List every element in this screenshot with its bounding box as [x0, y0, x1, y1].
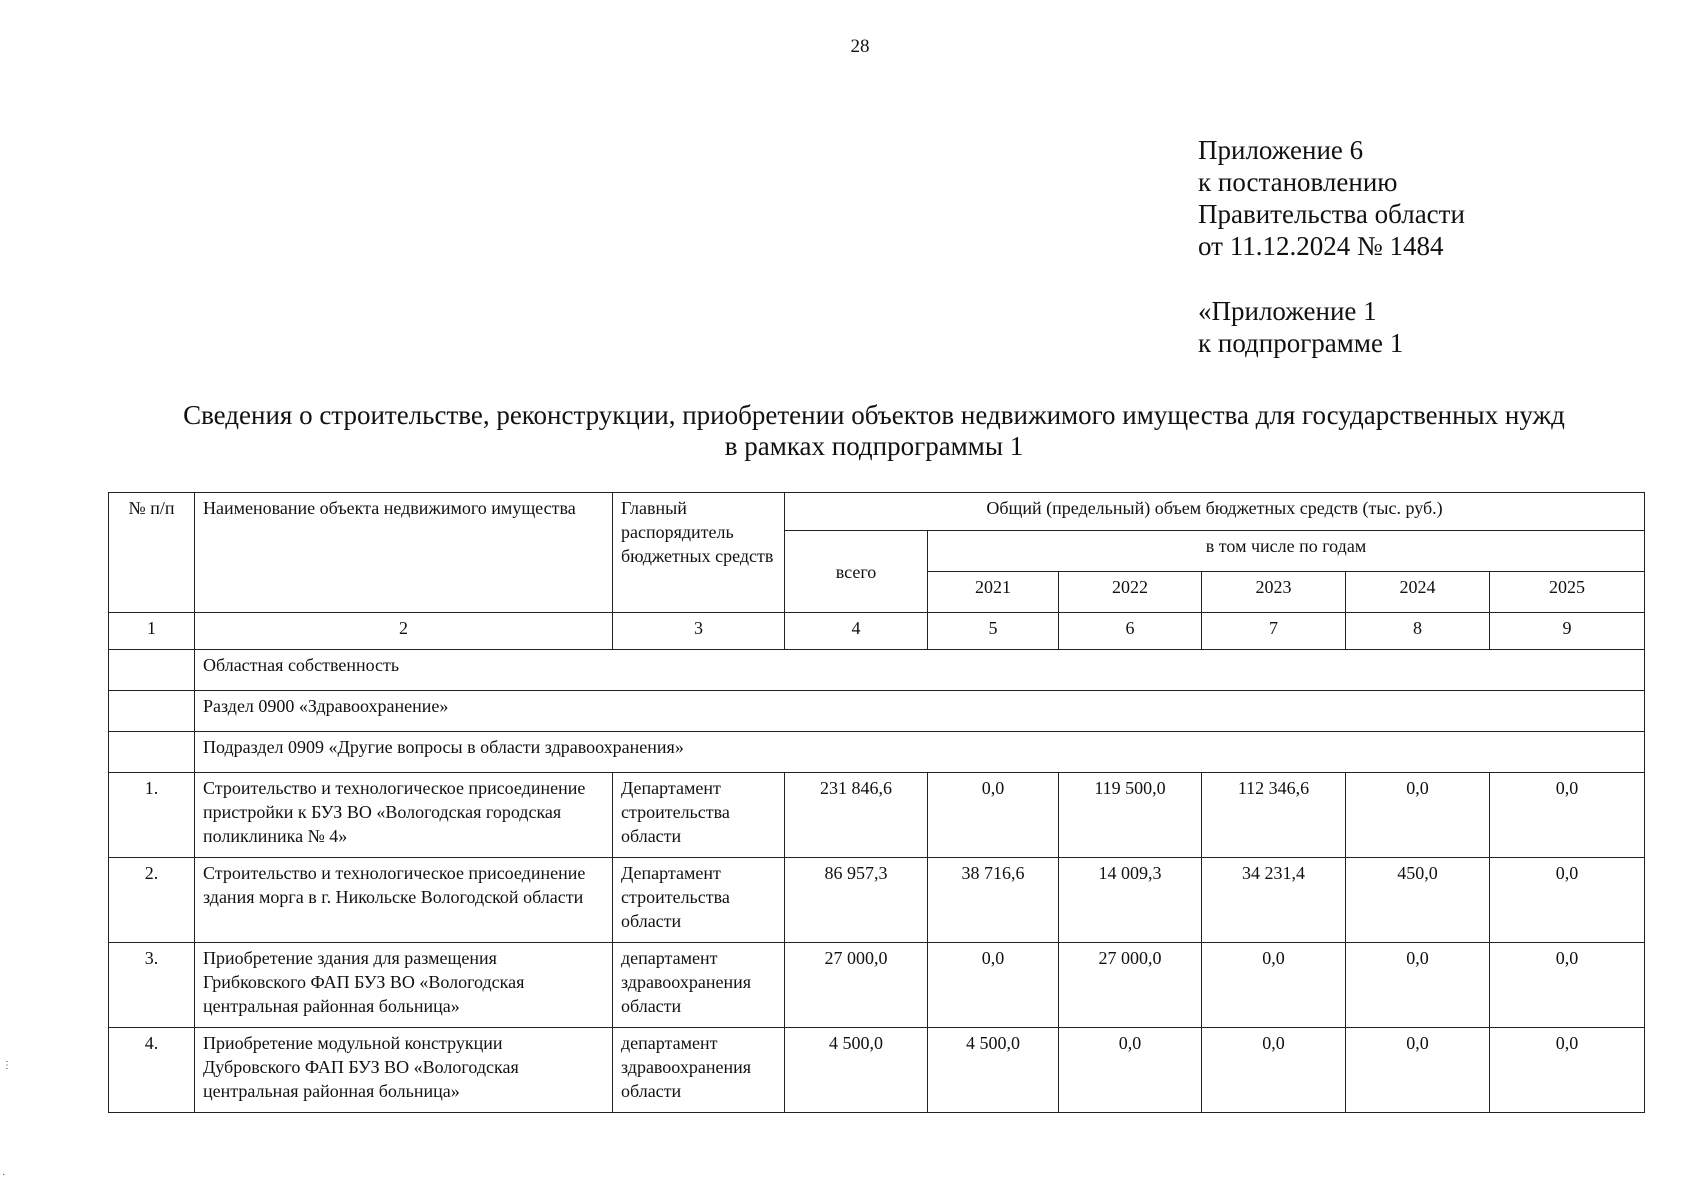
budget-manager: Департамент строительства области: [613, 858, 785, 943]
header-year: 2025: [1490, 572, 1645, 613]
year-value: 0,0: [1202, 943, 1346, 1028]
scan-mark: ⋮: [2, 1060, 12, 1071]
column-number: 5: [928, 613, 1059, 650]
object-name: Строительство и технологическое присоединение здания морга в г. Никольске Вологодской области: [195, 858, 613, 943]
object-name: Приобретение модульной конструкции Дубровского ФАП БУЗ ВО «Вологодская центральная районная больница»: [195, 1028, 613, 1113]
year-value: 0,0: [1490, 858, 1645, 943]
header-by-years: в том числе по годам: [928, 531, 1645, 572]
table-row: [109, 1028, 1645, 1113]
scan-mark: ·: [2, 1170, 6, 1181]
section-row: [109, 691, 1645, 732]
budget-manager: департамент здравоохранения области: [613, 1028, 785, 1113]
objects-table: [108, 492, 1645, 1113]
total-value: 231 846,6: [785, 773, 928, 858]
row-number: 3.: [109, 943, 195, 1028]
year-value: 14 009,3: [1059, 858, 1202, 943]
column-number: 8: [1346, 613, 1490, 650]
table-row: [109, 943, 1645, 1028]
year-value: 0,0: [1202, 1028, 1346, 1113]
section-title: Областная собственность: [195, 650, 1645, 691]
column-number: 1: [109, 613, 195, 650]
year-value: 0,0: [1346, 773, 1490, 858]
header-name: Наименование объекта недвижимого имущества: [195, 493, 613, 613]
column-number: 9: [1490, 613, 1645, 650]
header-manager: Главный распорядитель бюджетных средств: [613, 493, 785, 613]
year-value: 0,0: [1490, 1028, 1645, 1113]
appendix-block: [1198, 134, 1465, 359]
appendix-line: Правительства области: [1198, 199, 1465, 229]
appendix-line: Приложение 6: [1198, 135, 1364, 165]
column-number: 4: [785, 613, 928, 650]
year-value: 4 500,0: [928, 1028, 1059, 1113]
column-number: 6: [1059, 613, 1202, 650]
budget-manager: департамент здравоохранения области: [613, 943, 785, 1028]
header-year: 2023: [1202, 572, 1346, 613]
row-number: 2.: [109, 858, 195, 943]
total-value: 4 500,0: [785, 1028, 928, 1113]
year-value: 0,0: [928, 773, 1059, 858]
column-number: 3: [613, 613, 785, 650]
table-row: [109, 858, 1645, 943]
appendix-line: от 11.12.2024 № 1484: [1198, 231, 1444, 261]
header-num: № п/п: [109, 493, 195, 613]
column-number: 2: [195, 613, 613, 650]
year-value: 0,0: [928, 943, 1059, 1028]
section-title: Подраздел 0909 «Другие вопросы в области здравоохранения»: [195, 732, 1645, 773]
header-year: 2021: [928, 572, 1059, 613]
total-value: 86 957,3: [785, 858, 928, 943]
document-title-line: в рамках подпрограммы 1: [724, 431, 1024, 461]
header-total-volume: Общий (предельный) объем бюджетных средств (тыс. руб.): [785, 493, 1645, 531]
year-value: 0,0: [1059, 1028, 1202, 1113]
document-title-line: Сведения о строительстве, реконструкции, приобретении объектов недвижимого имущества для государственных нужд: [183, 400, 1565, 430]
year-value: 0,0: [1346, 1028, 1490, 1113]
column-number: 7: [1202, 613, 1346, 650]
year-value: 0,0: [1346, 943, 1490, 1028]
row-number: 1.: [109, 773, 195, 858]
budget-manager: Департамент строительства области: [613, 773, 785, 858]
year-value: 27 000,0: [1059, 943, 1202, 1028]
table-row: [109, 773, 1645, 858]
object-name: Строительство и технологическое присоединение пристройки к БУЗ ВО «Вологодская городская поликлиника № 4»: [195, 773, 613, 858]
column-numbers-row: [109, 613, 1645, 650]
year-value: 34 231,4: [1202, 858, 1346, 943]
year-value: 38 716,6: [928, 858, 1059, 943]
appendix-line: к постановлению: [1198, 167, 1398, 197]
header-year: 2024: [1346, 572, 1490, 613]
year-value: 0,0: [1490, 943, 1645, 1028]
section-row: [109, 732, 1645, 773]
total-value: 27 000,0: [785, 943, 928, 1028]
object-name: Приобретение здания для размещения Грибковского ФАП БУЗ ВО «Вологодская центральная районная больница»: [195, 943, 613, 1028]
section-row: [109, 650, 1645, 691]
document-title: [100, 400, 1648, 462]
appendix-quote-line: к подпрограмме 1: [1198, 328, 1404, 358]
year-value: 119 500,0: [1059, 773, 1202, 858]
year-value: 450,0: [1346, 858, 1490, 943]
header-year: 2022: [1059, 572, 1202, 613]
page-number: 28: [850, 36, 870, 57]
year-value: 0,0: [1490, 773, 1645, 858]
row-number: 4.: [109, 1028, 195, 1113]
appendix-quote-line: «Приложение 1: [1198, 296, 1377, 326]
year-value: 112 346,6: [1202, 773, 1346, 858]
header-total: всего: [785, 531, 928, 613]
section-title: Раздел 0900 «Здравоохранение»: [195, 691, 1645, 732]
